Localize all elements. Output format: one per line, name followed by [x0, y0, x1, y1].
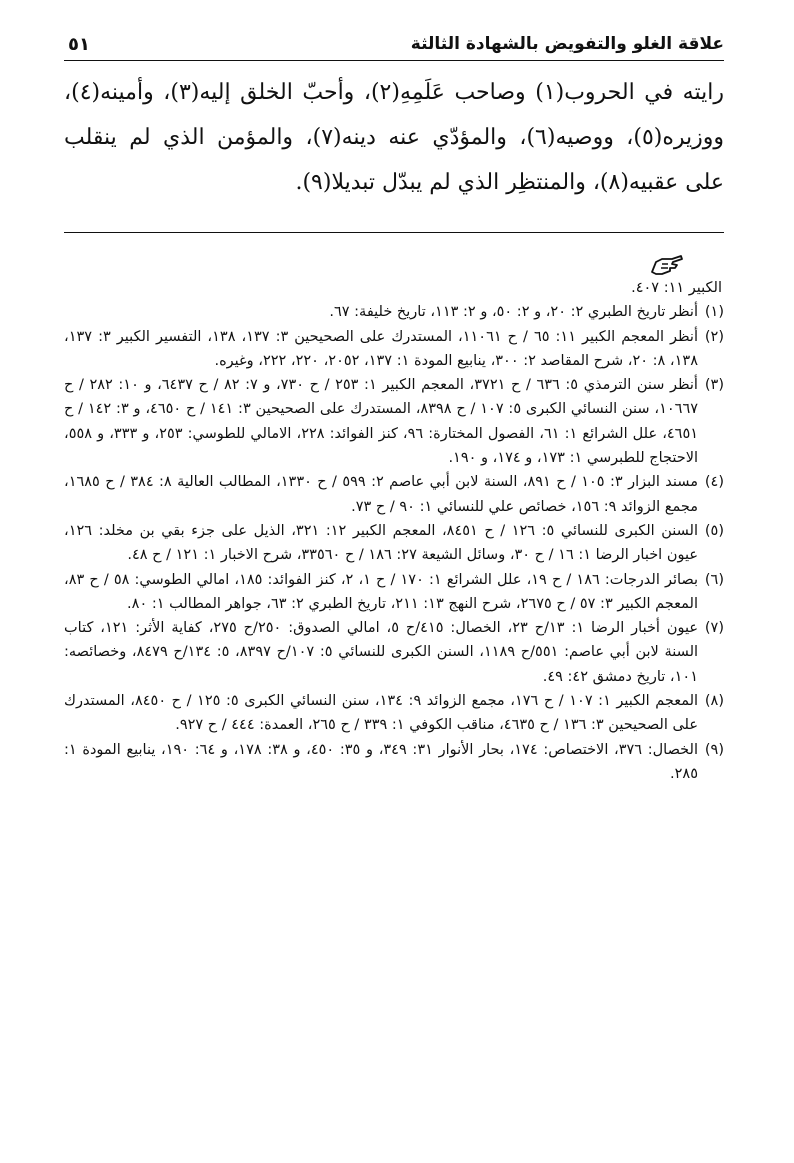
header-title: علاقة الغلو والتفويض بالشهادة الثالثة [410, 34, 724, 54]
footnote-separator [64, 232, 724, 233]
footnote-number: (٧) [704, 620, 724, 637]
main-text [64, 70, 724, 205]
footnote-number: (٥) [704, 522, 724, 539]
footnote-text: الخصال: ٣٧٦، الاختصاص: ١٧٤، بحار الأنوار ٣١: ٣٤٩، و ٣٥: ٤٥٠، و ٣٨: ١٧٨، و ٦٤: ١٩٠، ينابيع المودة ١: ٢٨٥. [64, 741, 698, 782]
footnote-2 [64, 325, 724, 374]
footnote-text: السنن الكبرى للنسائي ٥: ١٢٦ / ح ٨٤٥١، المعجم الكبير ١٢: ٣٢١، الذيل على جزء بقي بن مخلد: ١٢٦، عيون اخبار الرضا ١: ١٦ / ح ٣٠، وسائل الشيعة ٢٧: ١٨٦ / ح ٣٣٥٦٠، شرح الاخبار ١: ١٢١ / ح ٤٨. [64, 522, 698, 564]
footnote-number: (٩) [704, 741, 724, 758]
footnote-6 [64, 568, 724, 617]
footnote-number: (٦) [704, 571, 724, 588]
footnote-number: (٨) [704, 693, 724, 710]
footnote-4 [64, 470, 724, 519]
running-header [64, 30, 724, 61]
footnote-text: المعجم الكبير ١: ١٠٧ / ح ١٧٦، مجمع الزوائد ٩: ١٣٤، سنن النسائي الكبرى ٥: ١٢٥ / ح ٨٤٥٠، المستدرك على الصحيحين ٣: ١٣٦ / ح ٤٦٣٥، مناقب الكوفي ١: ٣٣٩ / ح ٢٦٥، العمدة: ٤٤٤ / ح ٩٢٧. [64, 693, 699, 734]
footnote-7 [64, 616, 724, 689]
footnote-text: أنظر تاريخ الطبري ٢: ٢٠، و ٢: ٥٠، و ٢: ١١٣، تاريخ خليفة: ٦٧. [329, 304, 698, 321]
footnote-number: (٢) [704, 328, 724, 345]
footnote-text: بصائر الدرجات: ١٨٦ / ح ١٩، علل الشرائع ١: ١٧٠ / ح ١، ٢، كنز الفوائد: ١٨٥، امالي الطوسي: ٥٨ / ح ٨٣، المعجم الكبير ٣: ٥٧ / ح ٢٦٧٥، شرح النهج ١٣: ٢١١، تاريخ الطبري ٢: ٦٣، جواهر المطالب ١: ٨٠. [64, 571, 699, 612]
main-paragraph: رايته في الحروب(١) وصاحب عَلَمِهِ(٢)، وأحبّ الخلق إليه(٣)، وأمينه(٤)، ووزيره(٥)، ووصيه(٦)، والمؤدّي عنه دينه(٧)، والمؤمن الذي لم ينقلب على عقبيه(٨)، والمنتظِر الذي لم يبدّل تبديلا(٩). [64, 80, 725, 195]
footnote-8 [64, 689, 724, 738]
footnote-1 [64, 300, 724, 324]
footnote-number: (٤) [704, 474, 724, 491]
footnote-text: مسند البزار ٣: ١٠٥ / ح ٨٩١، السنة لابن أبي عاصم ٢: ٥٩٩ / ح ١٣٣٠، المطالب العالية ٨: ٣٨٤ / ح ١٦٨٥، مجمع الزوائد ٩: ١٥٦، خصائص علي للنسائي ١: ٩٠ / ح ٧٣. [64, 474, 699, 515]
footnote-text: عيون أخبار الرضا ١: ١٣/ح ٢٣، الخصال: ٤١٥/ح ٥، امالي الصدوق: ٢٥٠/ح ٢٧٥، كفاية الأثر: ١٢١، كتاب السنة لابن أبي عاصم: ٥٥١/ح ١١٨٩، السنن الكبرى للنسائي ٥: ١٠٧/ح ٨٣٩٧، ٥: ١٣٤/ح ٨٤٧٩، وخصائصه: ١٠١، تاريخ دمشق ٤٢: ٤٩. [64, 620, 699, 685]
footnote-3 [64, 373, 724, 470]
footnote-number: (٣) [704, 377, 724, 394]
footnote-text: أنظر سنن الترمذي ٥: ٦٣٦ / ح ٣٧٢١، المعجم الكبير ١: ٢٥٣ / ح ٧٣٠، و ٧: ٨٢ / ح ٦٤٣٧، و ١٠: ٢٨٢ / ح ١٠٦٦٧، سنن النسائي الكبرى ٥: ١٠٧ / ح ٨٣٩٨، المستدرك على الصحيحين ٣: ١٤١ / ح ٤٦٥٠، و ٣: ١٤٢ / ح ٤٦٥١، علل الشرائع ١: ٦١، الفصول المختارة: ٩٦، كنز الفوائد: ٢٢٨، الامالي للطوسي: ٢٥٣، و ٣٣٣، و ٥٥٨، الاحتجاج للطبرسي ١: ١٧٣، و ١٧٤، و ١٩٠. [64, 377, 699, 467]
footnote-continuation: الكبير ١١: ٤٠٧. [631, 280, 722, 296]
page-number: ٥١ [68, 34, 90, 55]
footnotes [64, 276, 724, 786]
footnote-5 [64, 519, 724, 568]
footnote-9 [64, 738, 724, 787]
footnote-text: أنظر المعجم الكبير ١١: ٦٥ / ح ١١٠٦١، المستدرك على الصحيحين ٣: ١٣٧، ١٣٨، التفسير الكبير ٣: ١٣٧، ١٣٨، ٨: ٢٠، شرح المقاصد ٢: ٣٠٠، ينابيع المودة ١: ١٣٧، ٢٠٥٢، ٢٢٠، ٢٢٢، وغيره. [64, 328, 698, 369]
footnote-number: (١) [704, 304, 724, 321]
